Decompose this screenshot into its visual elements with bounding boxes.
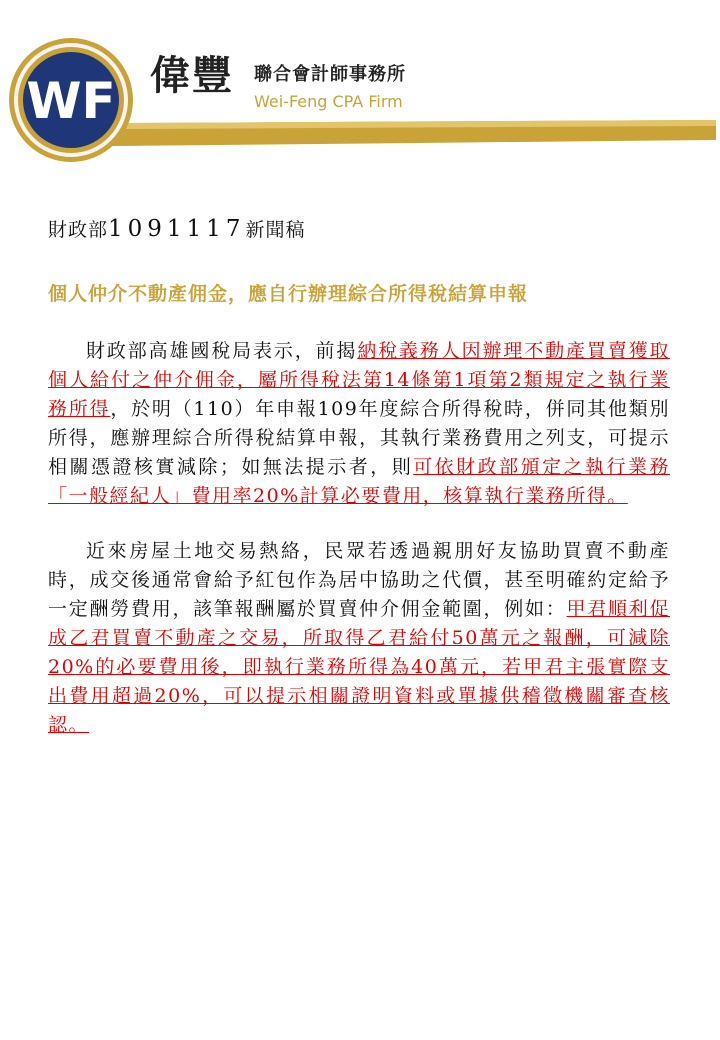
- paragraph-1-highlight-b: 可依財政部頒定之執行業務「一般經紀人」費用率20%計算必要費用，核算執行業務所得。: [48, 456, 670, 507]
- paragraph-1-text-a: 財政部高雄國稅局表示，前揭: [86, 340, 358, 362]
- headline: 個人仲介不動產佣金，應自行辦理綜合所得稅結算申報: [48, 283, 529, 305]
- firm-name-en: Wei-Feng CPA Firm: [254, 92, 403, 111]
- letterhead: [0, 0, 720, 175]
- press-release-id: [48, 212, 670, 247]
- date-code: 1091117: [108, 216, 246, 242]
- source: 財政部: [48, 219, 109, 241]
- paragraph-1: [48, 337, 670, 511]
- document-body: [48, 212, 670, 766]
- paragraph-2: [48, 537, 670, 740]
- firm-logo: [0, 0, 720, 175]
- paragraph-1-highlight-a: 納稅義務人因辦理不動產買賣獲取個人給付之仲介佣金，屬所得稅法第14條第1項第2類規定之執行業務所得: [48, 340, 670, 420]
- paragraph-2-highlight-a: 甲君順利促成乙君買賣不動產之交易，所取得乙君給付50萬元之報酬，可減除20%的必要費用後，即執行業務所得為40萬元，若甲君主張實際支出費用超過20%，可以提示相關證明資料或單據供稽徵機關審查核認。: [48, 598, 670, 736]
- firm-name-cn: 偉豐: [150, 53, 234, 99]
- paragraph-1-text-b: ，於明（110）年申報109年度綜合所得稅時，併同其他類別所得，應辦理綜合所得稅結算申報，其執行業務費用之列支，可提示相關憑證核實減除；如無法提示者，則: [48, 398, 670, 478]
- logo-text: WF: [26, 72, 116, 130]
- doc-type: 新聞稿: [245, 219, 306, 241]
- firm-subtitle-cn: 聯合會計師事務所: [254, 64, 406, 85]
- paragraph-2-text-a: 近來房屋土地交易熱絡，民眾若透過親朋好友協助買賣不動產時，成交後通常會給予紅包作為居中協助之代價，甚至明確約定給予一定酬勞費用，該筆報酬屬於買賣仲介佣金範圍，例如：: [48, 540, 670, 620]
